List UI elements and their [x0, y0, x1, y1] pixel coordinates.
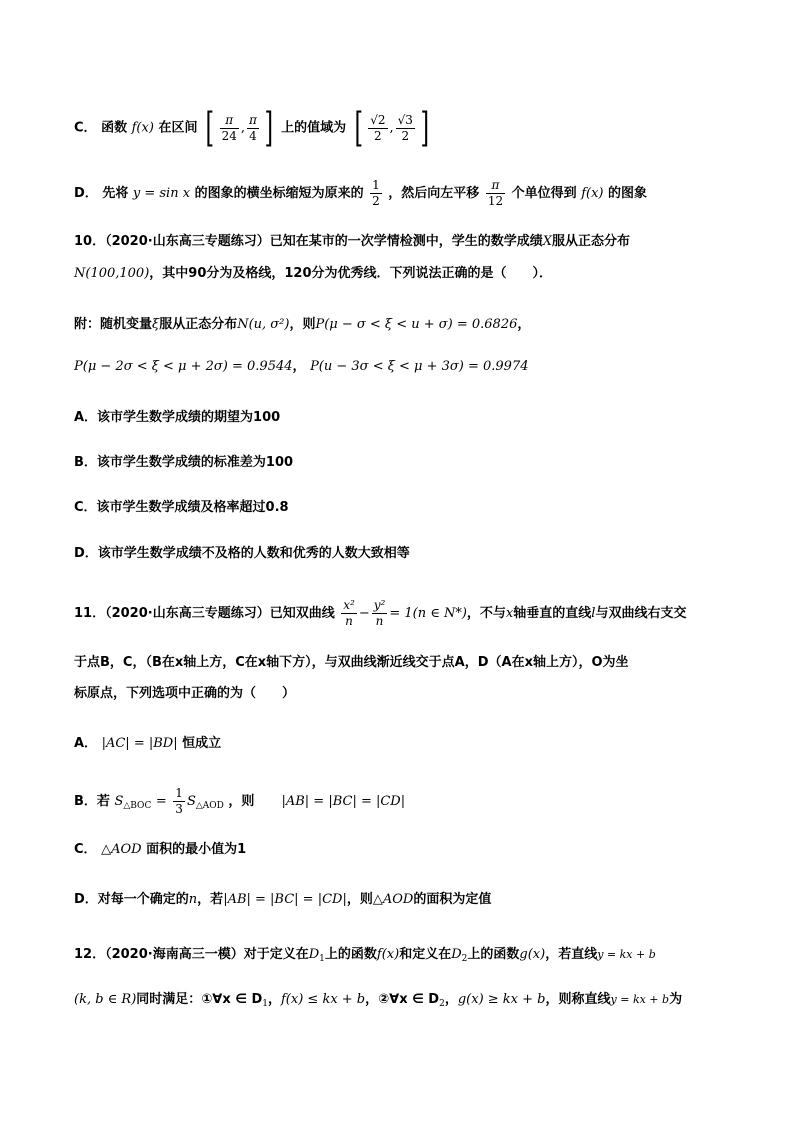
q10-note-line2: P(μ − 2σ < ξ < μ + 2σ) = 0.9544， P(u − 3σ < ξ < μ + 3σ) = 0.9974	[74, 359, 529, 374]
q12-stem-line1: 12．（2020·海南高三一模）对于定义在$D_1$上的函数f(x)和定义在$D_2$上的函数g(x)，若直线y = kx + b	[74, 947, 656, 964]
fraction: $\frac{1}{2}$	[372, 178, 380, 208]
q10-stem-line1: 10．（2020·山东高三专题练习）已知在某市的一次学情检测中，学生的数学成绩X服从正态分布	[74, 234, 630, 249]
q11-option-b: B．若 $S_{\triangle BOC}$ = $\frac{1}{3}$ $S_{\triangle AOD}$ ，则 |AB| = |BC| = |CD|	[74, 786, 406, 816]
fraction: $\frac{\pi}{12}$	[487, 178, 504, 208]
q10-note-line1: 附：随机变量ξ服从正态分布N(u, σ²)，则P(μ − σ < ξ < u + σ) = 0.6826，	[74, 317, 531, 332]
q9-option-d: D． 先将 y = sin x 的图象的横坐标缩短为原来的 $\frac{1}{2}$ ，然后向左平移 $\frac{\pi}{12}$ 个单位得到 f(x) 的图象	[74, 178, 648, 208]
fraction: $\frac{√3}{2}$	[397, 112, 413, 143]
q11-stem-line3: 标原点，下列选项中正确的为（ ）	[74, 686, 296, 701]
fraction: $\frac{\pi}{24}$	[221, 112, 237, 143]
q9-option-c: C． 函数 f(x) 在区间 [ $\frac{\pi}{24}$ , $\frac{\pi}{4}$ ] 上的值域为 [ $\frac{√2}{2}$ , $\frac{√3}{2}$ ]	[74, 105, 430, 151]
q10-stem-line2: N(100,100)，其中90分为及格线，120分为优秀线．下列说法正确的是（ ）．	[74, 266, 553, 281]
q11-option-a: A． |AC| = |BD| 恒成立	[74, 736, 222, 751]
q10-option-a: A．该市学生数学成绩的期望为100	[74, 410, 281, 425]
q11-stem-line1: 11．（2020·山东高三专题练习）已知双曲线 $\frac{\text{x²}}{n}$ − $\frac{\text{y²}}{n}$ = 1(n ∈ N*)，不与x轴垂直的直线l与双曲线右支交	[74, 598, 687, 628]
q11-stem-line2: 于点B，C，（B在x轴上方，C在x轴下方），与双曲线渐近线交于点A，D（A在x轴上方），O为坐	[74, 655, 629, 670]
q10-option-c: C．该市学生数学成绩及格率超过0.8	[74, 500, 289, 515]
q10-option-d: D．该市学生数学成绩不及格的人数和优秀的人数大致相等	[74, 546, 410, 561]
fraction: $\frac{\pi}{4}$	[249, 112, 257, 143]
fraction: $\frac{1}{3}$	[175, 786, 183, 816]
fraction: $\frac{\text{x²}}{n}$	[343, 598, 355, 628]
q11-option-c: C． △AOD 面积的最小值为1	[74, 842, 247, 857]
q10-option-b: B．该市学生数学成绩的标准差为100	[74, 455, 294, 470]
q12-stem-line2: (k, b ∈ R)同时满足：①∀x ∈ $D_1$，f(x) ≤ kx + b，②∀x ∈ $D_2$，g(x) ≥ kx + b，则称直线y = kx + b为	[74, 992, 683, 1009]
fraction: $\frac{√2}{2}$	[370, 112, 386, 143]
fraction: $\frac{\text{y²}}{n}$	[373, 598, 386, 628]
q11-option-d: D．对每一个确定的n，若|AB| = |BC| = |CD|，则△AOD的面积为定值	[74, 892, 492, 907]
